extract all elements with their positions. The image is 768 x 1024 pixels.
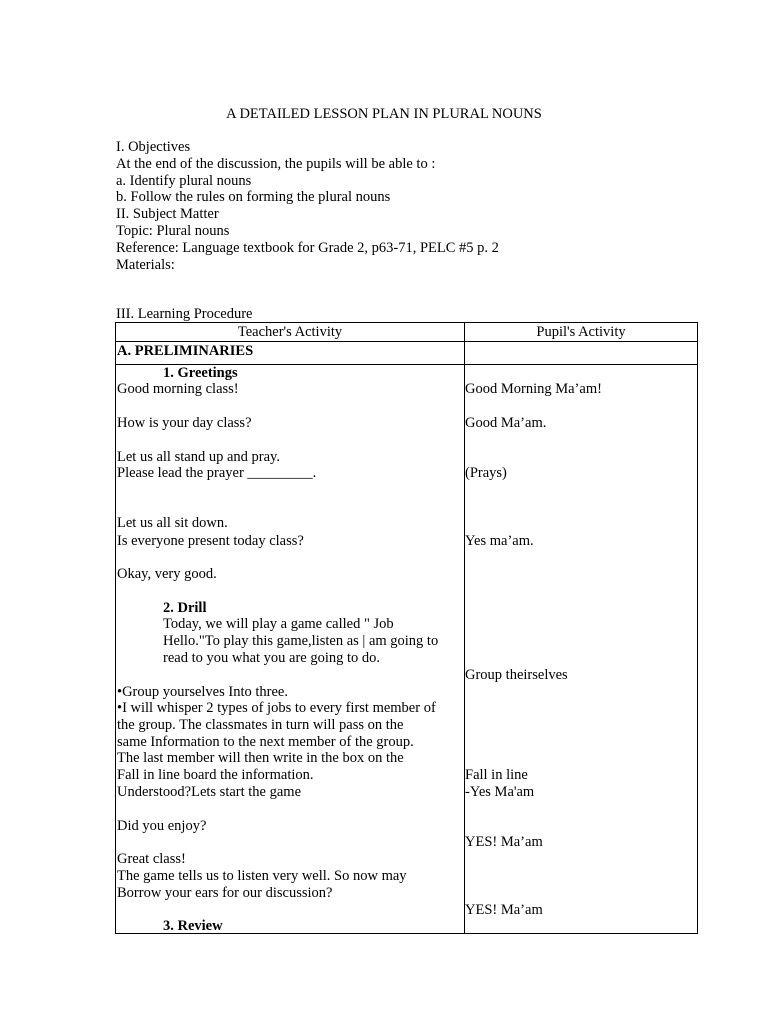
teacher-line: The game tells us to listen very well. So now may xyxy=(117,868,407,884)
teacher-line: The last member will then write in the box on the xyxy=(117,750,404,766)
reference-line: Reference: Language textbook for Grade 2, p63-71, PELC #5 p. 2 xyxy=(116,239,499,256)
drill-heading: 2. Drill xyxy=(163,600,207,616)
pupil-line: YES! Ma’am xyxy=(465,902,543,918)
drill-intro-line: Hello."To play this game,listen as | am going to xyxy=(163,633,439,649)
teacher-line: Good morning class! xyxy=(117,381,239,397)
document-title: A DETAILED LESSON PLAN IN PLURAL NOUNS xyxy=(226,106,542,122)
activity-table xyxy=(115,322,698,934)
greetings-heading: 1. Greetings xyxy=(163,365,238,381)
header-divider xyxy=(116,341,697,342)
teacher-line: Please lead the prayer _________. xyxy=(117,465,317,481)
teacher-line: the group. The classmates in turn will pass on the xyxy=(117,717,404,733)
teacher-activity-header: Teacher's Activity xyxy=(237,324,343,340)
objectives-heading: I. Objectives xyxy=(116,139,191,155)
teacher-line: Great class! xyxy=(117,851,186,867)
teacher-line: •I will whisper 2 types of jobs to every first member of xyxy=(117,700,436,716)
intro-section xyxy=(116,139,499,273)
topic-line: Topic: Plural nouns xyxy=(116,222,230,239)
teacher-line: Borrow your ears for our discussion? xyxy=(117,885,333,901)
teacher-line: same Information to the next member of the group. xyxy=(117,734,414,750)
teacher-line: Okay, very good. xyxy=(117,566,217,582)
teacher-line: Let us all sit down. xyxy=(117,515,228,531)
teacher-line: Let us all stand up and pray. xyxy=(117,449,280,465)
pupil-line: (Prays) xyxy=(465,465,507,481)
teacher-line: •Group yourselves Into three. xyxy=(117,684,288,700)
drill-intro-line: read to you what you are going to do. xyxy=(163,650,381,666)
materials-line: Materials: xyxy=(116,256,175,273)
objective-a: a. Identify plural nouns xyxy=(116,172,252,189)
teacher-line: How is your day class? xyxy=(117,415,252,431)
pupil-line: Yes ma’am. xyxy=(465,533,534,549)
pupil-line: Good Ma’am. xyxy=(465,415,547,431)
learning-procedure-heading: III. Learning Procedure xyxy=(116,306,253,322)
subject-matter-heading: II. Subject Matter xyxy=(116,206,219,223)
pupil-activity-header: Pupil's Activity xyxy=(536,324,626,340)
preliminaries-heading: A. PRELIMINARIES xyxy=(117,343,254,359)
review-heading: 3. Review xyxy=(163,918,223,934)
pupil-line: YES! Ma’am xyxy=(465,834,543,850)
teacher-line: Did you enjoy? xyxy=(117,818,207,834)
objective-b: b. Follow the rules on forming the plural nouns xyxy=(116,189,391,206)
pupil-line: Fall in line xyxy=(465,767,528,783)
pupil-line: Good Morning Ma’am! xyxy=(465,381,602,397)
pupil-line: -Yes Ma'am xyxy=(465,784,535,800)
pupil-line: Group theirselves xyxy=(465,667,568,683)
teacher-line: Is everyone present today class? xyxy=(117,533,304,549)
drill-intro-line: Today, we will play a game called " Job xyxy=(163,616,394,632)
teacher-line: Fall in line board the information. xyxy=(117,767,314,783)
objectives-lead: At the end of the discussion, the pupils will be able to : xyxy=(116,155,436,172)
teacher-line: Understood?Lets start the game xyxy=(117,784,302,800)
